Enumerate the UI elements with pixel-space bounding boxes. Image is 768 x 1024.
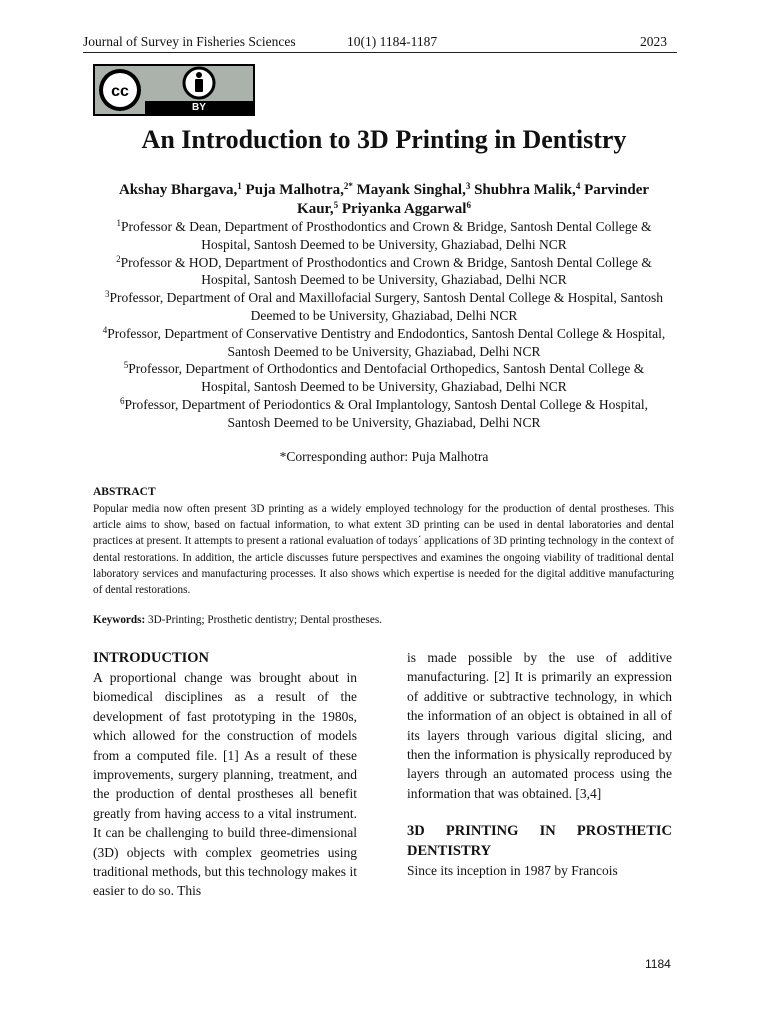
author-name: Akshay Bhargava, [118, 182, 238, 198]
keywords [93, 614, 674, 626]
publication-year: 2023 [640, 34, 667, 49]
attribution-icon [184, 68, 214, 98]
author-sup: 6 [466, 200, 471, 210]
journal-name: Journal of Survey in Fisheries Sciences [83, 34, 296, 49]
keywords-text: 3D-Printing; Prosthetic dentistry; Dental prostheses. [145, 614, 382, 626]
svg-text:cc: cc [111, 83, 129, 100]
affiliation: $^4$Professor, Department of Conservative Dentistry and Endodontics, Santosh Dental College & Hospital, Santosh Deemed to be University, Ghaziabad, Delhi NCR [102, 324, 666, 359]
author-name: Shubhra Malik, [470, 182, 576, 198]
affiliation: $^1$Professor & Dean, Department of Prosthodontics and Crown & Bridge, Santosh Dental College & Hospital, Santosh Deemed to be University, Ghaziabad, Delhi NCR [116, 218, 652, 252]
license-label: BY [192, 102, 206, 113]
volume-pages: 10(1) 1184-1187 [347, 34, 438, 49]
paper-title: An Introduction to 3D Printing in Dentistry [141, 125, 627, 154]
author-name: Puja Malhotra, [241, 182, 344, 198]
affiliation: $^3$Professor, Department of Oral and Maxillofacial Surgery, Santosh Dental College & Hospital, Santosh Deemed to be University, Ghaziabad, Delhi NCR [104, 289, 664, 323]
affiliation-list [98, 218, 670, 432]
section-heading: 3D PRINTING IN PROSTHETIC DENTISTRY [407, 823, 672, 860]
author-name: Priyanka Aggarwal [338, 201, 467, 217]
author-sup: 2* [343, 181, 353, 191]
keywords-label: Keywords: [93, 614, 146, 626]
author-sup: 5 [333, 200, 339, 210]
author-sup: 1 [237, 181, 242, 191]
author-list [98, 181, 670, 219]
affiliation: $^2$Professor & HOD, Department of Prosthodontics and Crown & Bridge, Santosh Dental College & Hospital, Santosh Deemed to be University, Ghaziabad, Delhi NCR [116, 253, 652, 288]
cc-by-license-badge [93, 64, 255, 116]
affiliation: $^5$Professor, Department of Orthodontics and Dentofacial Orthopedics, Santosh Dental College & Hospital, Santosh Deemed to be University, Ghaziabad, Delhi NCR [123, 360, 645, 395]
column-right [407, 648, 672, 881]
introduction-paragraph: A proportional change was brought about in biomedical disciplines as a result of the development of fast prototyping in the 1980s, which allowed for the construction of models from a computed file. [1] As a result of these improvements, surgery planning, treatment, and the production of dental prostheses all benefit greatly from having access to a vital instrument. It can be challenging to build three-dimensional (3D) objects with complex geometries using traditional methods, but this technology makes it easier to do so. This [93, 670, 357, 899]
abstract-heading: ABSTRACT [93, 486, 156, 498]
cc-icon [99, 69, 141, 111]
introduction-paragraph-continued: is made possible by the use of additive manufacturing. [2] It is primarily an expression of additive or subtractive technology, in which the information of an object is obtained in all of its layers through various digital slicing, and then the information is physically reproduced by layers through an automated process using the information that was obtained. [3,4] [407, 650, 672, 801]
introduction-heading: INTRODUCTION [93, 650, 210, 666]
column-left [93, 648, 357, 901]
author-sup: 3 [465, 181, 471, 191]
abstract-body: Popular media now often present 3D printing as a widely employed technology for the production of dental prostheses. This article aims to show, based on factual information, to what extent 3D printing can be used in dental laboratories and dental practices at present. It attempts to present a rational evaluation of todays´ applications of 3D printing technology in the context of dental restorations. In addition, the article discusses future perspectives and examines the ongoing viability of traditional dental laboratory services and manufacturing processes. It also shows which expertise is needed for the digital additive manufacturing of dental restorations. [93, 503, 674, 597]
page-number: 1184 [645, 957, 671, 971]
author-name: Mayank Singhal, [352, 182, 466, 198]
running-header [83, 34, 677, 53]
author-name: Parvinder Kaur, [297, 182, 650, 217]
affiliation: $^6$Professor, Department of Periodontics & Oral Implantology, Santosh Dental College & Hospital, Santosh Deemed to be University, Ghaziabad, Delhi NCR [120, 395, 648, 430]
section-paragraph: Since its inception in 1987 by Francois [407, 863, 618, 879]
author-sup: 4 [575, 181, 581, 191]
corresponding-author: *Corresponding author: Puja Malhotra [279, 449, 489, 464]
